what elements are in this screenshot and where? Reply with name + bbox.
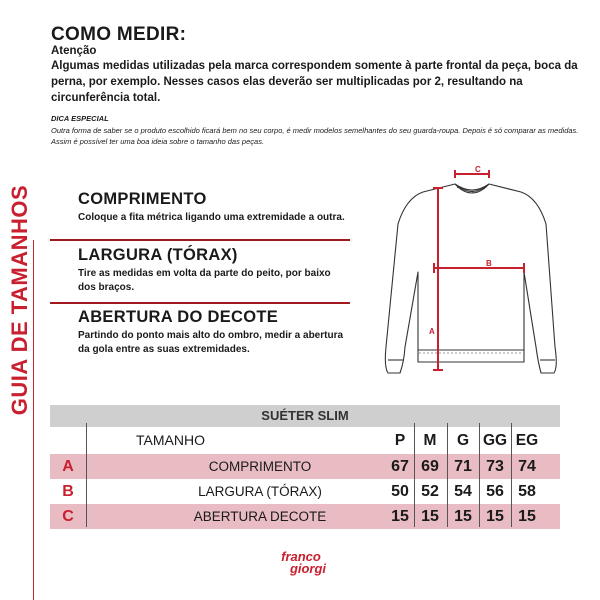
table-divider (479, 423, 480, 527)
measure-divider (50, 239, 350, 241)
row-value: 52 (421, 483, 439, 500)
tip-text: Outra forma de saber se o produto escolhido ficará bem no seu corpo, é medir modelos semelhantes do seu guarda-roupa. Depois é só comparar as medidas. Assim é possível ter uma boa ideia sobre o tamanho das peças. (51, 126, 579, 146)
row-value: 56 (486, 483, 504, 500)
measure-chest-desc: Tire as medidas em volta da parte do peito, por baixo dos braços. (78, 268, 331, 293)
measure-neck-desc: Partindo do ponto mais alto do ombro, medir a abertura da gola entre as suas extremidades. (78, 330, 344, 355)
table-divider (447, 423, 448, 527)
side-divider (33, 240, 34, 600)
row-value: 69 (421, 458, 439, 475)
size-g: G (456, 432, 470, 449)
size-header: TAMANHO (136, 432, 205, 448)
row-value: 73 (486, 458, 504, 475)
label-b: B (486, 259, 492, 268)
row-value: 54 (454, 483, 472, 500)
attention-text: Algumas medidas utilizadas pela marca correspondem somente à parte frontal da peça, boca da perna, por exemplo. Nesses casos elas deverão ser multiplicadas por 2, resultando na circunferência total. (51, 60, 578, 104)
row-label: LARGURA (TÓRAX) (198, 484, 322, 499)
brand-line1: franco (281, 549, 321, 564)
row-value: 71 (454, 458, 472, 475)
size-p: P (394, 432, 406, 449)
table-row (50, 454, 560, 479)
row-value: 15 (518, 508, 536, 525)
brand-line2: giorgi (289, 561, 327, 576)
sweater-outline (385, 184, 556, 373)
row-value: 74 (518, 458, 536, 475)
row-value: 58 (518, 483, 536, 500)
row-value: 15 (391, 508, 409, 525)
measure-neck (78, 308, 350, 357)
row-letter: C (62, 508, 74, 525)
measure-length-title: COMPRIMENTO (78, 190, 207, 208)
brand-logo (266, 551, 336, 575)
measure-divider (50, 302, 350, 304)
size-m: M (423, 432, 437, 449)
table-divider (86, 423, 87, 527)
page-title: COMO MEDIR: (51, 24, 187, 45)
size-gg: GG (482, 432, 508, 449)
measure-neck-title: ABERTURA DO DECOTE (78, 308, 279, 326)
size-table (50, 405, 560, 529)
row-label: COMPRIMENTO (208, 459, 312, 474)
size-eg: EG (515, 432, 539, 449)
table-row (50, 504, 560, 529)
row-value: 15 (421, 508, 439, 525)
measure-length (78, 190, 350, 225)
row-label: ABERTURA DECOTE (193, 509, 327, 524)
measure-length-desc: Coloque a fita métrica ligando uma extremidade a outra. (78, 212, 345, 223)
measure-chest-title: LARGURA (TÓRAX) (78, 246, 238, 264)
table-divider (414, 423, 415, 527)
row-letter: A (62, 458, 74, 475)
tip-label: DICA ESPECIAL (51, 114, 109, 123)
table-title: SUÉTER SLIM (50, 405, 560, 427)
table-header-row (50, 427, 560, 454)
side-title-text: GUIA DE TAMANHOS (7, 184, 33, 416)
row-value: 15 (486, 508, 504, 525)
label-c: C (475, 165, 481, 174)
label-a: A (429, 327, 435, 336)
row-value: 15 (454, 508, 472, 525)
table-row (50, 479, 560, 504)
row-value: 50 (391, 483, 409, 500)
row-letter: B (62, 483, 74, 500)
sweater-diagram (378, 162, 578, 382)
measure-chest (78, 246, 350, 295)
row-value: 67 (391, 458, 409, 475)
attention-label: Atenção (51, 45, 97, 57)
table-divider (511, 423, 512, 527)
sweater-collar-inner (458, 186, 486, 192)
